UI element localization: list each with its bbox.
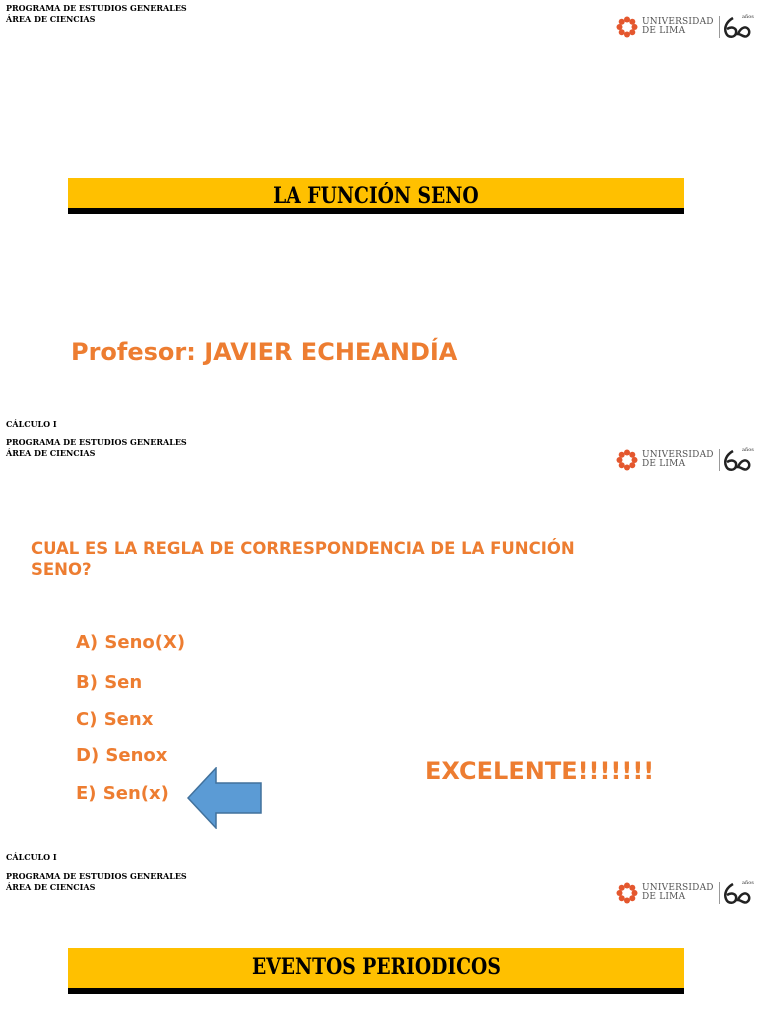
option-e: E) Sen(x): [76, 783, 169, 804]
slide-title: LA FUNCIÓN SENO: [273, 183, 479, 209]
header-line-2: ÁREA DE CIENCIAS: [6, 14, 96, 24]
option-a: A) Seno(X): [76, 632, 186, 653]
header-line-1: PROGRAMA DE ESTUDIOS GENERALES: [6, 437, 187, 447]
professor-name: Profesor: JAVIER ECHEANDÍA: [71, 338, 458, 366]
feedback-text: EXCELENTE!!!!!!!: [425, 757, 655, 785]
title-banner: [68, 948, 684, 994]
header-line-1: PROGRAMA DE ESTUDIOS GENERALES: [6, 871, 187, 881]
header-line-2: ÁREA DE CIENCIAS: [6, 882, 96, 892]
anniversary-label: años: [742, 880, 754, 886]
header-line-1: PROGRAMA DE ESTUDIOS GENERALES: [6, 3, 187, 13]
course-footer: CÁLCULO I: [6, 419, 57, 429]
question-line-1: CUAL ES LA REGLA DE CORRESPONDENCIA DE LA FUNCIÓN: [31, 539, 575, 558]
header-program: [6, 871, 187, 893]
anniversary-label: años: [742, 14, 754, 20]
header-line-2: ÁREA DE CIENCIAS: [6, 448, 96, 458]
option-b: B) Sen: [76, 672, 143, 693]
logo-line-1: UNIVERSIDAD: [642, 450, 714, 460]
question-line-2: SENO?: [31, 560, 92, 579]
logo-line-2: DE LIMA: [642, 26, 686, 36]
option-c: C) Senx: [76, 709, 154, 730]
option-d: D) Senox: [76, 745, 168, 766]
logo-line-1: UNIVERSIDAD: [642, 17, 714, 27]
logo-line-2: DE LIMA: [642, 892, 686, 902]
logo-line-1: UNIVERSIDAD: [642, 883, 714, 893]
logo-separator: [719, 882, 720, 904]
logo-line-2: DE LIMA: [642, 459, 686, 469]
slide-title: EVENTOS PERIODICOS: [251, 954, 501, 980]
flower-icon: [616, 882, 638, 904]
anniversary-label: años: [742, 447, 754, 453]
course-footer: CÁLCULO I: [6, 852, 57, 862]
logo-text: [642, 884, 714, 902]
university-logo: [616, 880, 756, 908]
